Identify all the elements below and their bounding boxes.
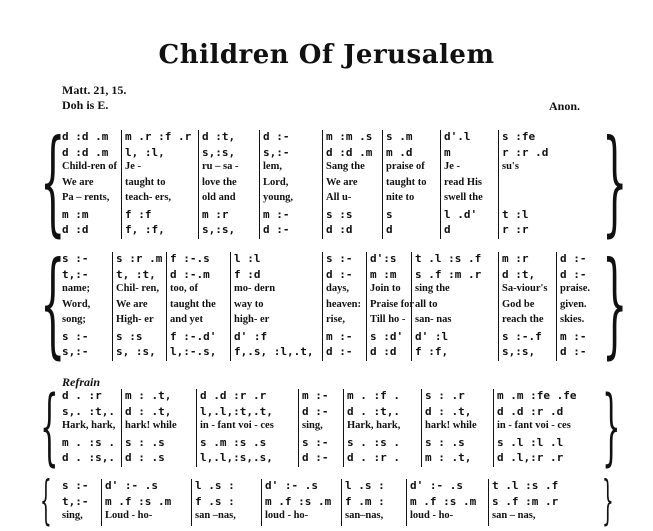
lyric-cell: High- er [116, 314, 154, 325]
solfa-cell: d :- [560, 267, 587, 281]
lyric-cell: Chil- ren, [116, 283, 159, 294]
solfa-cell: d' :f [234, 329, 268, 343]
author: Anon. [549, 99, 581, 113]
lyric-cell: love the [202, 176, 237, 188]
solfa-cell: d [386, 223, 393, 236]
note-line [40, 479, 620, 495]
solfa-cell: f .m : [345, 494, 385, 508]
solfa-cell: s,:- [62, 345, 89, 358]
left-brace: { [40, 470, 52, 531]
note-line [40, 345, 620, 361]
lyric-cell: old and [202, 192, 236, 203]
solfa-cell: d :- [302, 451, 329, 464]
lyric-cell: Child-ren of [62, 161, 117, 172]
solfa-cell: m .f :s .m [265, 494, 332, 508]
solfa-cell: d .d :r .d [497, 404, 564, 418]
solfa-cell: s .l :l .l [497, 435, 564, 449]
lyric-cell: heaven: [326, 298, 361, 310]
note-line [40, 252, 620, 268]
note-line [40, 405, 620, 421]
solfa-cell: d :- [302, 404, 329, 418]
solfa-cell: m :m .s [326, 130, 373, 143]
solfa-cell: t,:- [62, 494, 89, 508]
lyric-cell: reach the [502, 314, 544, 325]
lyric-cell: nite to [386, 192, 415, 203]
solfa-cell: s,. :t,. [62, 404, 115, 418]
solfa-cell: t, :t, [116, 267, 156, 281]
solfa-cell: d : .s [125, 451, 165, 464]
note-line [40, 208, 620, 224]
lyric-cell: mo- dern [234, 283, 276, 294]
solfa-cell: m .d [386, 145, 413, 159]
note-line [40, 146, 620, 162]
lyric-cell: loud - ho- [410, 510, 454, 521]
solfa-cell: s :- [62, 479, 89, 492]
solfa-cell: t .l :s .f [415, 252, 482, 265]
solfa-cell: s : .s [425, 435, 465, 449]
lyric-cell: Sang the [326, 161, 365, 172]
solfa-cell: m : .t, [125, 389, 172, 402]
lyric-cell: God be [502, 298, 535, 310]
solfa-cell: s,:- [263, 145, 290, 159]
lyric-line [40, 192, 620, 208]
lyric-cell: loud - ho- [265, 510, 309, 521]
lyric-cell: Sa-viour's [502, 283, 548, 294]
lyric-cell: Je - [125, 161, 142, 172]
page-title: Children Of Jerusalem [158, 40, 495, 70]
solfa-cell: f,.s, :l,.t, [234, 345, 314, 358]
right-brace: } [602, 377, 621, 475]
solfa-cell: d :- [560, 345, 587, 358]
lyric-cell: san –nas, [195, 510, 236, 521]
solfa-cell: d [444, 223, 451, 236]
lyric-cell: Till ho - [370, 314, 406, 325]
lyric-cell: Join to [370, 283, 401, 294]
score-system [40, 238, 628, 371]
solfa-cell: f .s : [195, 494, 235, 508]
right-brace: } [602, 470, 614, 531]
solfa-cell: s :-.f [502, 329, 542, 343]
lyric-cell: Pa – rents, [62, 192, 110, 203]
lyric-cell: young, [263, 192, 294, 203]
lyric-cell: Loud - ho- [105, 510, 153, 521]
solfa-cell: m :- [302, 389, 329, 402]
lyric-cell: sing the [415, 283, 450, 294]
scripture-reference: Matt. 21, 15. [62, 83, 127, 97]
solfa-cell: s :fe [502, 130, 536, 143]
solfa-cell: t :l [502, 207, 529, 221]
solfa-cell: f :f, [415, 345, 449, 358]
solfa-cell: m :- [263, 207, 290, 221]
solfa-cell: m .m :fe .fe [497, 389, 577, 402]
solfa-cell: m :m [370, 267, 397, 281]
lyric-cell: ru – sa - [202, 161, 239, 172]
lyric-cell: sing, [62, 510, 83, 521]
lyric-cell: taught to [386, 176, 427, 188]
solfa-cell: m :- [560, 329, 587, 343]
solfa-cell: d .l,:r .r [497, 451, 564, 464]
solfa-cell: s . :s . [347, 435, 400, 449]
lyric-cell: read His [444, 176, 483, 188]
lyric-line [40, 420, 620, 436]
solfa-cell: s,:s, [502, 345, 536, 358]
lyric-line [40, 177, 620, 193]
solfa-cell: t .l :s .f [492, 479, 559, 492]
left-brace: { [40, 238, 66, 371]
lyric-cell: teach- ers, [125, 192, 172, 203]
lyric-cell: in - fant voi - ces [200, 420, 274, 431]
solfa-cell: l,.l,:t,.t, [200, 404, 273, 418]
solfa-cell: s :- [302, 435, 329, 449]
left-brace: { [40, 116, 66, 249]
solfa-cell: s :r .m [116, 252, 163, 265]
solfa-cell: l .s : [195, 479, 235, 492]
solfa-cell: d .d :r .r [200, 389, 267, 402]
solfa-cell: s : .s [125, 435, 165, 449]
solfa-cell: f :-.s [170, 252, 210, 265]
lyric-cell: san–nas, [345, 510, 384, 521]
solfa-cell: r :r [502, 223, 529, 236]
solfa-cell: m :- [326, 329, 353, 343]
solfa-cell: l, :l, [125, 145, 165, 159]
solfa-cell: m :r [502, 252, 529, 265]
solfa-cell: s : .r [425, 389, 465, 402]
solfa-cell: s, :s, [116, 345, 156, 358]
lyric-cell: name; [62, 283, 90, 294]
lyric-cell: taught to [125, 176, 166, 188]
lyric-line [40, 283, 620, 299]
lyric-cell: in - fant voi - ces [497, 420, 571, 431]
solfa-cell: l :l [234, 252, 261, 265]
lyric-cell: way to [234, 298, 264, 310]
solfa-cell: s :- [326, 252, 353, 265]
lyric-cell: Word, [62, 298, 91, 310]
lyric-cell: and yet [170, 314, 203, 325]
lyric-cell: days, [326, 283, 350, 294]
solfa-cell: d :-.m [170, 267, 210, 281]
solfa-cell: t,:- [62, 267, 89, 281]
solfa-cell: f :d [234, 267, 261, 281]
solfa-cell: d :t, [202, 130, 236, 143]
lyric-line [40, 299, 620, 315]
lyric-cell: We are [62, 176, 94, 188]
lyric-line [40, 510, 620, 526]
solfa-cell: m .f :s .m [105, 494, 172, 508]
solfa-cell: s :s [326, 207, 353, 221]
solfa-cell: m [444, 145, 451, 159]
solfa-cell: d : .t, [425, 404, 472, 418]
key-signature: Doh is E. [62, 98, 109, 112]
solfa-cell: s,:s, [202, 145, 236, 159]
refrain-label: Refrain [62, 375, 101, 389]
lyric-cell: Hark, hark, [62, 420, 116, 431]
note-line [40, 223, 620, 239]
solfa-cell: d' :- .s [265, 479, 318, 492]
lyric-cell: su's [502, 161, 519, 172]
note-line [40, 495, 620, 511]
lyric-cell: Praise for [370, 298, 415, 310]
lyric-cell: hark! while [125, 420, 177, 431]
lyric-cell: taught the [170, 298, 216, 310]
lyric-cell: Lord, [263, 176, 289, 188]
solfa-cell: d . :s,. [62, 451, 115, 464]
solfa-cell: l,:-.s, [170, 345, 217, 358]
solfa-cell: d :d .m [62, 145, 109, 159]
note-line [40, 436, 620, 452]
solfa-cell: m :m [62, 207, 89, 221]
note-line [40, 451, 620, 467]
lyric-cell: high- er [234, 314, 270, 325]
solfa-cell: f :f [125, 207, 152, 221]
lyric-cell: praise of [386, 161, 425, 172]
lyric-cell: swell the [444, 192, 483, 203]
solfa-cell: l,.l,:s,.s, [200, 451, 273, 464]
lyric-cell: We are [116, 298, 148, 310]
solfa-cell: d :- [326, 267, 353, 281]
solfa-cell: d :t, [502, 267, 536, 281]
lyric-line [40, 161, 620, 177]
lyric-cell: san – nas, [492, 510, 536, 521]
solfa-cell: d :- [263, 130, 290, 143]
lyric-cell: Hark, hark, [347, 420, 401, 431]
solfa-cell: d :- [263, 223, 290, 236]
solfa-cell: d :d .m [326, 145, 373, 159]
right-brace: } [602, 116, 628, 249]
solfa-cell: d' :l [415, 329, 449, 343]
lyric-cell: Je - [444, 161, 461, 172]
score-system [40, 470, 620, 531]
solfa-cell: s :- [62, 252, 89, 265]
solfa-cell: m . :f . [347, 389, 400, 402]
lyric-cell: too, of [170, 283, 198, 294]
solfa-cell: s .m [386, 130, 413, 143]
left-brace: { [40, 377, 59, 475]
lyric-cell: all to [415, 298, 438, 310]
score-system [40, 116, 628, 249]
solfa-cell: s :d' [370, 329, 404, 343]
lyric-line [40, 314, 620, 330]
lyric-cell: skies. [560, 314, 585, 325]
solfa-cell: s .f :m .r [415, 267, 482, 281]
solfa-cell: s [386, 207, 393, 221]
solfa-cell: l .s : [345, 479, 385, 492]
solfa-cell: d . :r [62, 389, 102, 402]
solfa-cell: d :d .m [62, 130, 109, 143]
solfa-cell: s,:s, [202, 223, 236, 236]
solfa-cell: d :d [370, 345, 397, 358]
lyric-cell: All u- [326, 192, 352, 203]
note-line [40, 389, 620, 405]
solfa-cell: d' :- .s [410, 479, 463, 492]
lyric-cell: hark! while [425, 420, 477, 431]
solfa-cell: s .f :m .r [492, 494, 559, 508]
solfa-cell: d' :- .s [105, 479, 158, 492]
solfa-cell: d . :r . [347, 451, 400, 464]
lyric-cell: san- nas [415, 314, 452, 325]
solfa-cell: s .m :s .s [200, 435, 267, 449]
solfa-cell: d . :t,. [347, 404, 400, 418]
solfa-cell: f, :f, [125, 223, 165, 236]
solfa-cell: d'.l [444, 130, 471, 143]
lyric-cell: given. [560, 298, 587, 310]
note-line [40, 130, 620, 146]
lyric-cell: praise. [560, 283, 591, 294]
solfa-cell: d :d [62, 223, 89, 236]
solfa-cell: l .d' [444, 207, 478, 221]
right-brace: } [602, 238, 628, 371]
solfa-cell: m .f :s .m [410, 494, 477, 508]
solfa-cell: d : .t, [125, 404, 172, 418]
note-line [40, 268, 620, 284]
solfa-cell: s :- [62, 329, 89, 343]
solfa-cell: d':s [370, 252, 397, 265]
lyric-cell: rise, [326, 314, 345, 325]
lyric-cell: We are [326, 176, 358, 188]
lyric-cell: lem, [263, 161, 282, 172]
solfa-cell: d :- [326, 345, 353, 358]
solfa-cell: m :r [202, 207, 229, 221]
solfa-cell: d :- [560, 252, 587, 265]
solfa-cell: m . :s . [62, 435, 115, 449]
solfa-cell: d :d [326, 223, 353, 236]
solfa-cell: s :s [116, 329, 143, 343]
lyric-cell: song; [62, 314, 86, 325]
solfa-cell: f :-.d' [170, 329, 217, 343]
lyric-cell: sing, [302, 420, 323, 431]
solfa-cell: m .r :f .r [125, 130, 192, 143]
note-line [40, 330, 620, 346]
solfa-cell: r :r .d [502, 145, 549, 159]
solfa-cell: m : .t, [425, 451, 472, 464]
